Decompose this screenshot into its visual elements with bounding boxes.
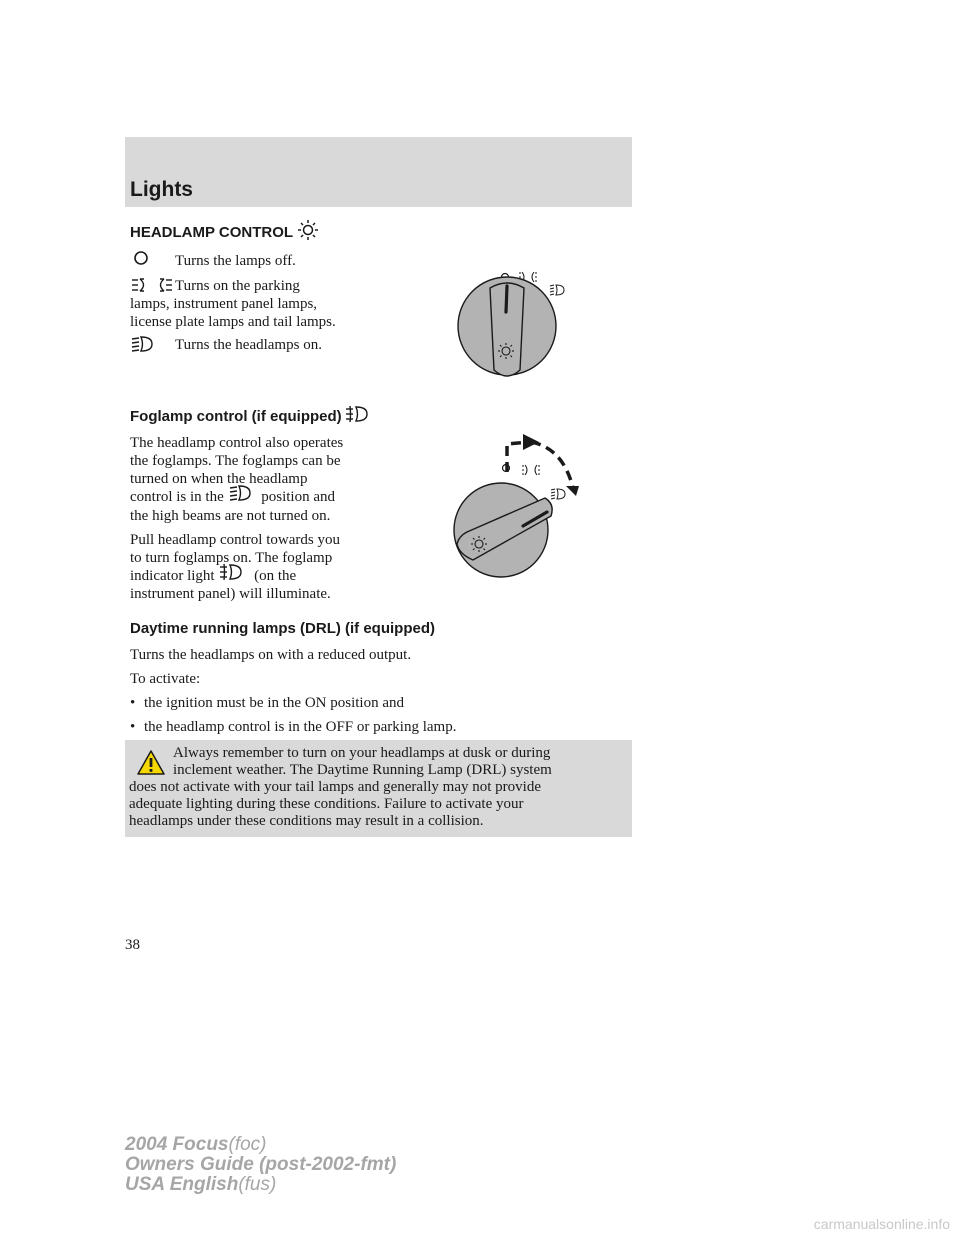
foglamp-p1-line4: control is in the position and [130, 488, 335, 506]
parking-description-line1: Turns on the parking [175, 278, 300, 294]
foglamp-icon [218, 562, 244, 582]
section-header-band [125, 137, 632, 207]
section-title: Lights [130, 178, 193, 201]
warning-box [125, 740, 632, 837]
parking-lamps-icon [130, 276, 174, 294]
off-description: Turns the lamps off. [175, 253, 296, 269]
warning-text: Always remember to turn on your headlamps at dusk or during inclement weather. The Daytime Running Lamp (DRL) system does not activate with your tail lamps and generally may not provide adequate lighting during these conditions. Failure to activate your headlamps under these conditions may result in a collision. [129, 745, 552, 829]
foglamp-p1-line5: the high beams are not turned on. [130, 508, 331, 524]
footer: 2004 Focus(foc) Owners Guide (post-2002-fmt) USA English(fus) [125, 1134, 397, 1195]
foglamp-p2-line1: Pull headlamp control towards you [130, 532, 340, 548]
headlamp-icon [228, 484, 252, 502]
drl-activate-label: To activate: [130, 671, 201, 687]
drl-intro: Turns the headlamps on with a reduced output. [130, 647, 412, 663]
foglamp-p1-line1: The headlamp control also operates [130, 435, 344, 451]
headlamp-icon [130, 335, 154, 353]
foglamp-control-heading: Foglamp control (if equipped) [130, 408, 370, 425]
headlamp-dial-on-illustration [445, 432, 595, 582]
parking-description-line2: lamps, instrument panel lamps, [130, 296, 318, 312]
circle-icon [133, 250, 149, 266]
foglamp-icon [344, 404, 370, 424]
headlamp-control-heading: HEADLAMP CONTROL [130, 224, 321, 241]
drl-heading: Daytime running lamps (DRL) (if equipped) [130, 620, 436, 637]
foglamp-p2-line4: instrument panel) will illuminate. [130, 586, 331, 602]
bullet-icon: • [130, 695, 136, 711]
page-number: 38 [125, 937, 140, 953]
headlamps-description: Turns the headlamps on. [175, 337, 322, 353]
bullet-icon: • [130, 719, 136, 735]
parking-description-line3: license plate lamps and tail lamps. [130, 314, 336, 330]
headlamp-dial-off-illustration [440, 240, 590, 385]
sun-icon [295, 219, 321, 241]
foglamp-p2-line2: to turn foglamps on. The foglamp [130, 550, 333, 566]
foglamp-p1-line2: the foglamps. The foglamps can be [130, 453, 341, 469]
list-item: • the ignition must be in the ON position and [130, 695, 404, 711]
foglamp-p2-line3: indicator light (on the [130, 567, 296, 585]
list-item: • the headlamp control is in the OFF or parking lamp. [130, 719, 457, 735]
foglamp-p1-line3: turned on when the headlamp [130, 471, 308, 487]
watermark: carmanualsonline.info [813, 1216, 950, 1232]
